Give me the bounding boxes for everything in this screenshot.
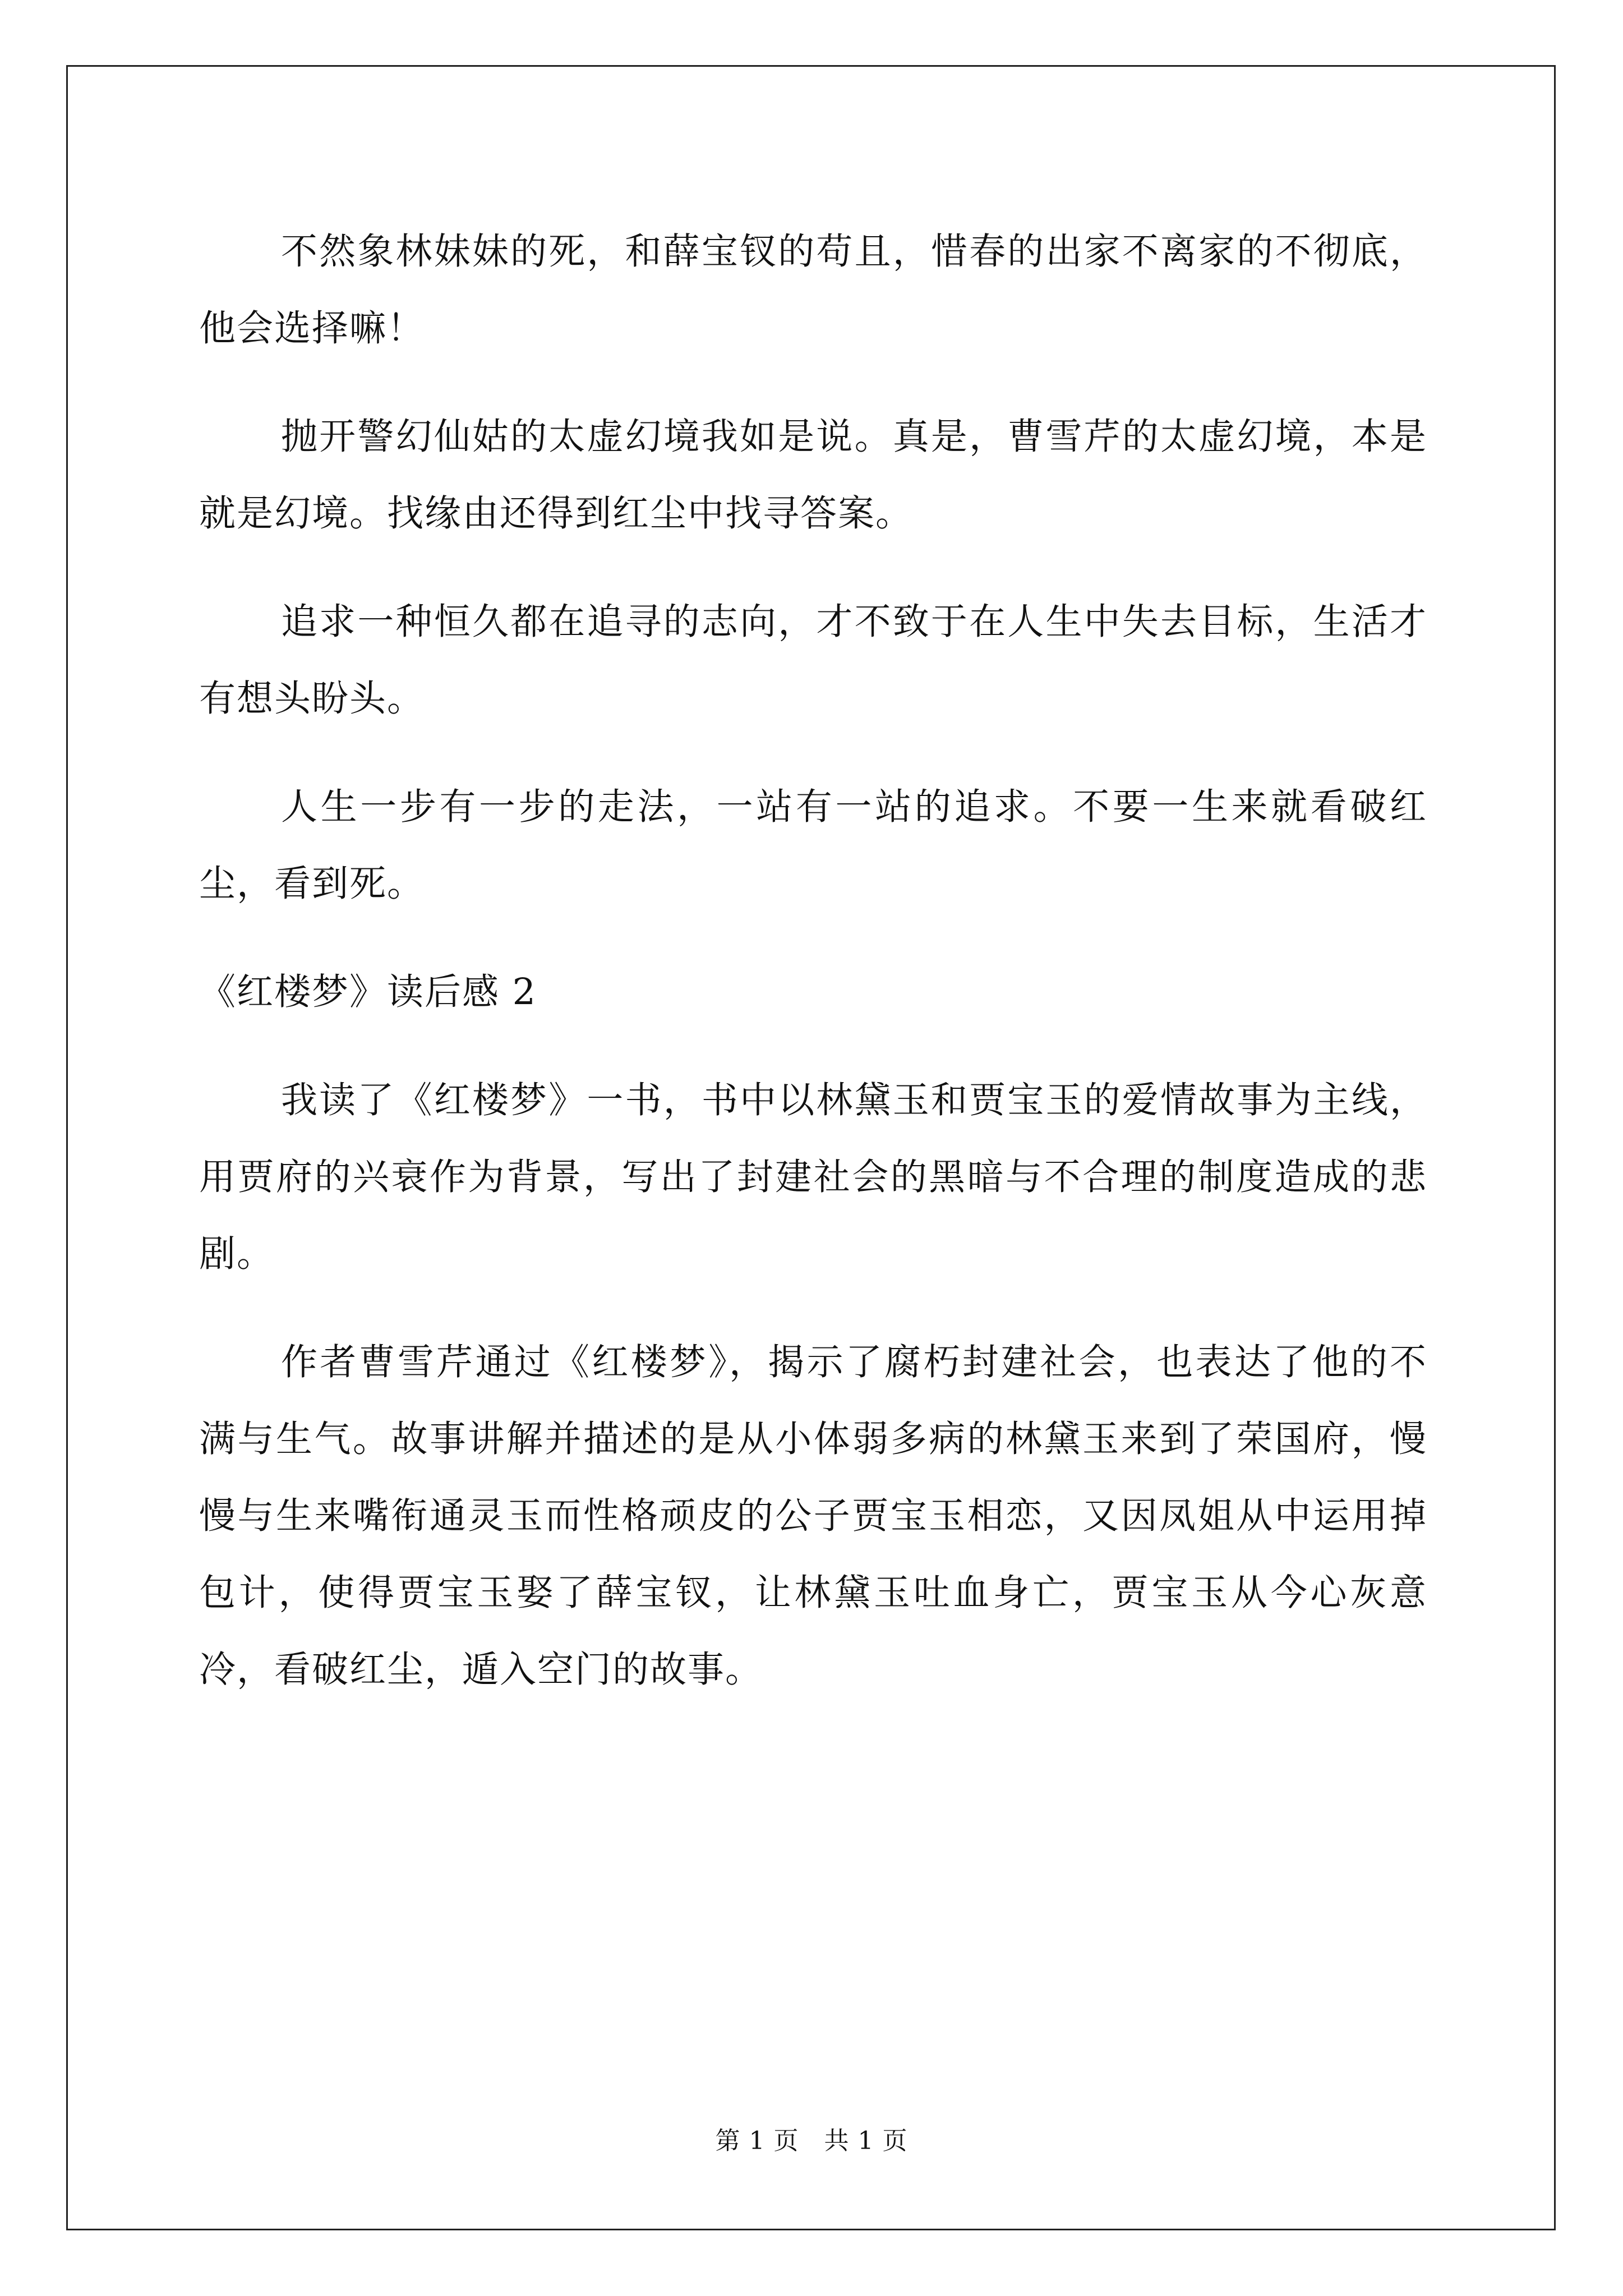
paragraph: 不然象林妹妹的死，和薛宝钗的苟且，惜春的出家不离家的不彻底，他会选择嘛！ bbox=[199, 231, 1427, 349]
paragraph: 人生一步有一步的走法，一站有一站的追求。不要一生来就看破红尘，看到死。 bbox=[199, 786, 1427, 905]
section-heading: 《红楼梦》读后感 2 bbox=[199, 971, 537, 1013]
page-number-footer: 第 1 页 共 1 页 bbox=[715, 2127, 908, 2155]
paragraph: 作者曹雪芹通过《红楼梦》，揭示了腐朽封建社会，也表达了他的不满与生气。故事讲解并描述的是从小体弱多病的林黛玉来到了荣国府，慢慢与生来嘴衔通灵玉而性格顽皮的公子贾宝玉相恋，又因凤姐从中运用掉包计，使得贾宝玉娶了薛宝钗，让林黛玉吐血身亡，贾宝玉从今心灰意冷，看破红尘，遁入空门的故事。 bbox=[199, 1341, 1427, 1691]
document-body bbox=[199, 213, 1427, 1740]
paragraph: 我读了《红楼梦》一书，书中以林黛玉和贾宝玉的爱情故事为主线，用贾府的兴衰作为背景，写出了封建社会的黑暗与不合理的制度造成的悲剧。 bbox=[199, 1079, 1427, 1275]
paragraph: 抛开警幻仙姑的太虚幻境我如是说。真是，曹雪芹的太虚幻境，本是就是幻境。找缘由还得到红尘中找寻答案。 bbox=[199, 416, 1427, 535]
paragraph: 追求一种恒久都在追寻的志向，才不致于在人生中失去目标，生活才有想头盼头。 bbox=[199, 601, 1427, 720]
